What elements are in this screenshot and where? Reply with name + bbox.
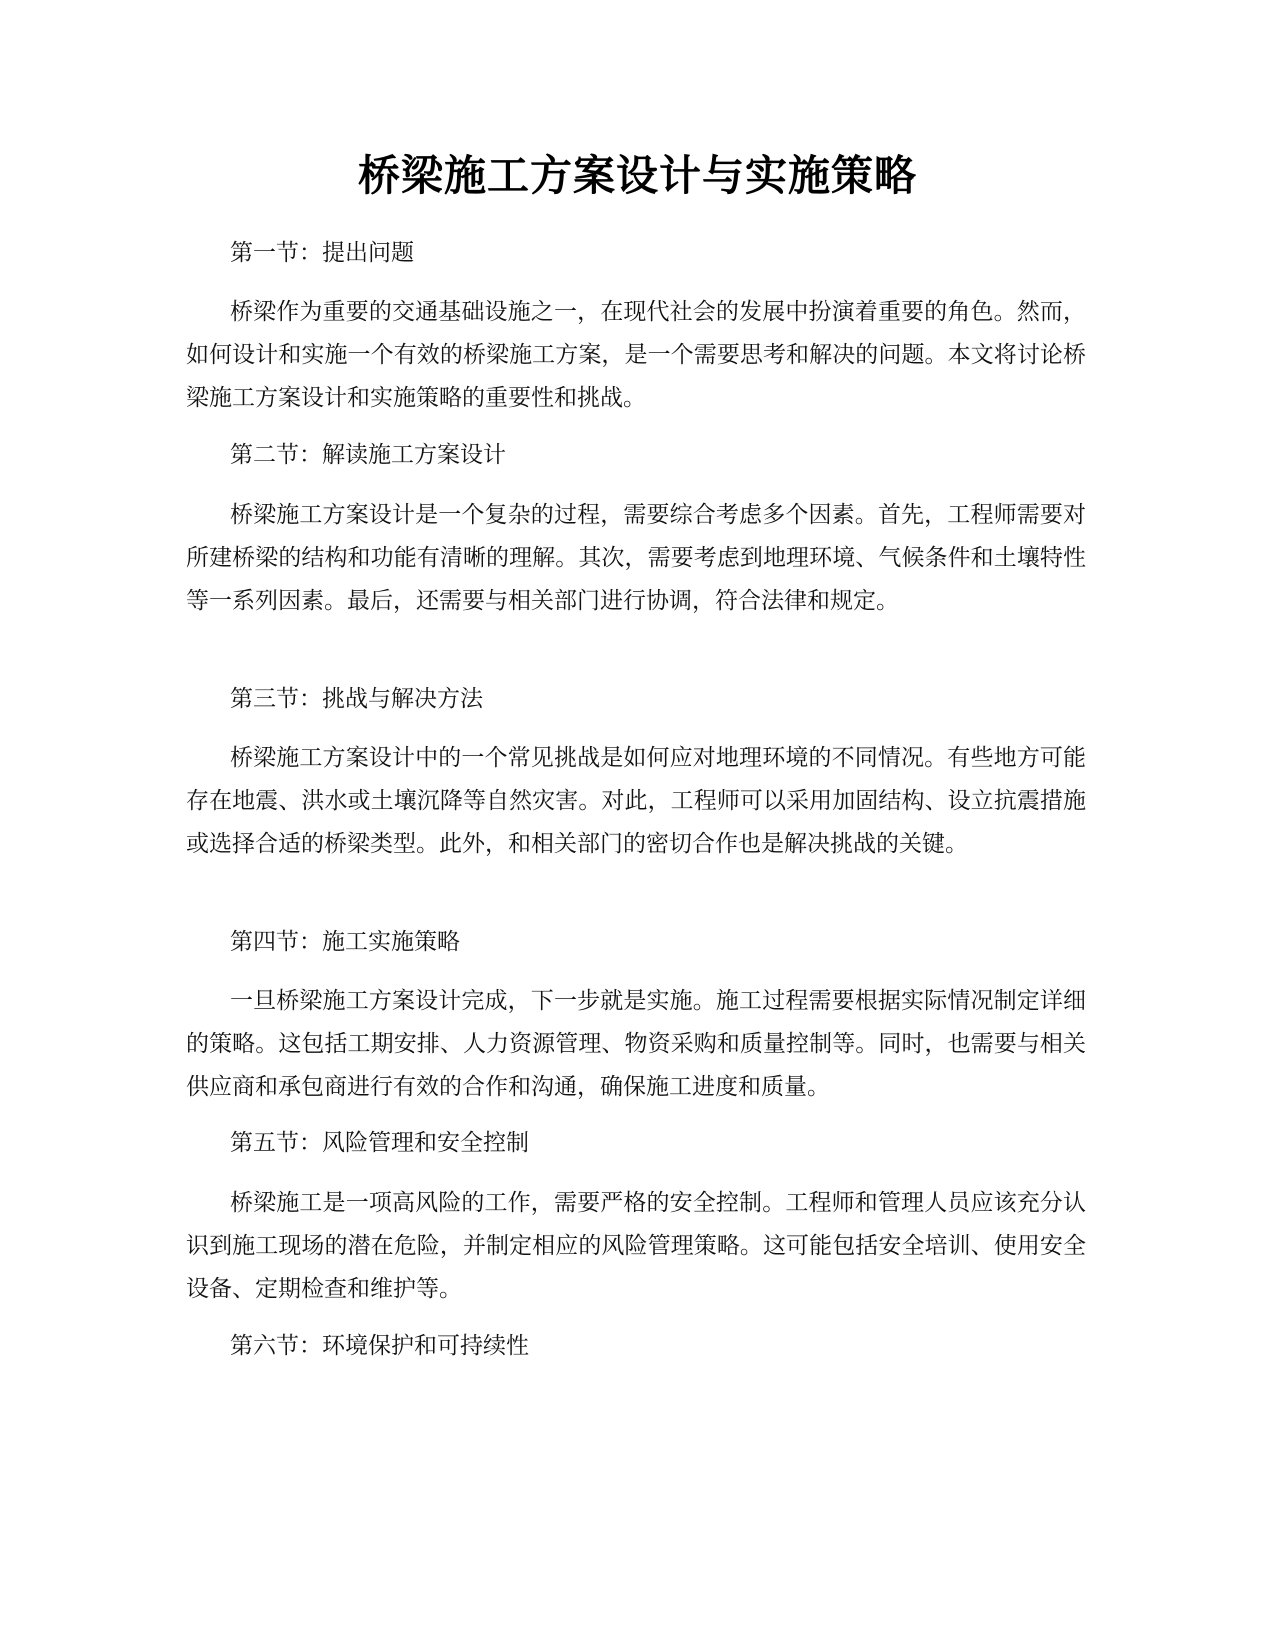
document-title: 桥梁施工方案设计与实施策略 bbox=[357, 151, 917, 200]
section-3-heading: 第三节：挑战与解决方法 bbox=[230, 686, 483, 712]
section-1-heading: 第一节：提出问题 bbox=[230, 240, 414, 266]
section-4-heading: 第四节：施工实施策略 bbox=[230, 929, 460, 955]
section-6-heading: 第六节：环境保护和可持续性 bbox=[230, 1333, 529, 1359]
section-5-paragraph: 桥梁施工是一项高风险的工作，需要严格的安全控制。工程师和管理人员应该充分认识到施工现场的潜在危险，并制定相应的风险管理策略。这可能包括安全培训、使用安全设备、定期检查和维护等。 bbox=[186, 1190, 1086, 1302]
section-5-heading: 第五节：风险管理和安全控制 bbox=[230, 1130, 529, 1156]
section-2-heading: 第二节：解读施工方案设计 bbox=[230, 442, 506, 468]
section-3-paragraph: 桥梁施工方案设计中的一个常见挑战是如何应对地理环境的不同情况。有些地方可能存在地震、洪水或土壤沉降等自然灾害。对此，工程师可以采用加固结构、设立抗震措施或选择合适的桥梁类型。此外，和相关部门的密切合作也是解决挑战的关键。 bbox=[186, 745, 1086, 857]
section-4-paragraph: 一旦桥梁施工方案设计完成，下一步就是实施。施工过程需要根据实际情况制定详细的策略。这包括工期安排、人力资源管理、物资采购和质量控制等。同时，也需要与相关供应商和承包商进行有效的合作和沟通，确保施工进度和质量。 bbox=[186, 988, 1086, 1100]
section-1-paragraph: 桥梁作为重要的交通基础设施之一，在现代社会的发展中扮演着重要的角色。然而，如何设计和实施一个有效的桥梁施工方案，是一个需要思考和解决的问题。本文将讨论桥梁施工方案设计和实施策略的重要性和挑战。 bbox=[186, 299, 1086, 411]
section-2-paragraph: 桥梁施工方案设计是一个复杂的过程，需要综合考虑多个因素。首先，工程师需要对所建桥梁的结构和功能有清晰的理解。其次，需要考虑到地理环境、气候条件和土壤特性等一系列因素。最后，还需要与相关部门进行协调，符合法律和规定。 bbox=[186, 502, 1086, 614]
